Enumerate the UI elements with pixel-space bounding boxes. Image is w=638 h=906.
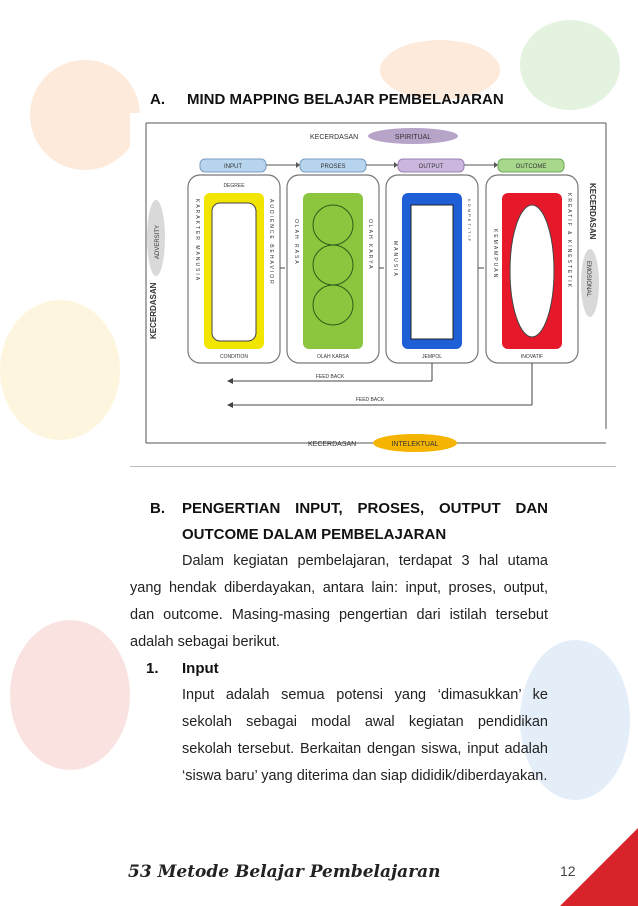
output-left-vertical: MANUSIA — [392, 241, 398, 278]
background-decoration — [10, 620, 130, 770]
section-b-letter: B. — [150, 500, 165, 517]
feedback-label-2: FEED BACK — [355, 397, 385, 403]
outcome-footer: INOVATIF — [520, 354, 544, 360]
input-degree-label: DEGREE — [223, 183, 245, 189]
mind-map-diagram — [130, 113, 614, 467]
proses-right-vertical: OLAH KARYA — [367, 219, 373, 271]
intro-paragraph: Dalam kegiatan pembelajaran, terdapat 3 hal utama yang hendak diberdayakan, antara lain: input, proses, output, dan outcome. Masing-masing pengertian dari istilah tersebut adalah sebagai berikut. — [130, 553, 548, 650]
input-right-vertical: AUDIENCE BEHAVIOR — [268, 199, 274, 286]
book-title: 53 Metode Belajar Pembelajaran — [128, 862, 441, 882]
right-kecerdasan-label: KECERDASAN — [588, 183, 597, 240]
section-a-title: MIND MAPPING BELAJAR PEMBELAJARAN — [187, 91, 504, 108]
background-decoration — [30, 60, 140, 170]
output-footer: JEMPOL — [421, 354, 443, 360]
emosional-badge: EMOSIONAL — [585, 261, 591, 297]
corner-accent — [560, 828, 638, 906]
adversity-badge: ADVERSITY — [155, 224, 161, 259]
item-1-title: Input — [182, 660, 219, 677]
background-decoration — [0, 300, 120, 440]
page-number: 12 — [560, 863, 576, 879]
section-a-letter: A. — [150, 91, 165, 108]
output-header: OUTPUT — [418, 164, 444, 170]
background-decoration — [520, 20, 620, 110]
spiritual-badge: SPIRITUAL — [394, 134, 432, 141]
bottom-kecerdasan-label: KECERDASAN — [308, 441, 357, 448]
left-kecerdasan-label: KECERDASAN — [149, 282, 158, 339]
output-right-vertical: KOMPETITIF — [467, 199, 472, 243]
top-kecerdasan-label: KECERDASAN — [310, 134, 359, 141]
outcome-left-vertical: KEMAMPUAN — [492, 229, 498, 280]
item-1-text: Input adalah semua potensi yang ‘dimasukkan’ ke sekolah sebagai modal awal kegiatan pendidikan sekolah tersebut. Berkaitan dengan siswa, input adalah ‘siswa baru’ yang diterima dan siap dididik/diberdayakan. — [182, 687, 548, 784]
input-footer: CONDITION — [219, 354, 249, 360]
outcome-header: OUTCOME — [515, 164, 547, 170]
section-divider — [130, 466, 616, 467]
section-b-title-line2: OUTCOME DALAM PEMBELAJARAN — [182, 526, 447, 543]
section-b-title-line1: PENGERTIAN INPUT, PROSES, OUTPUT DAN — [182, 500, 548, 517]
proses-left-vertical: OLAH RASA — [293, 219, 299, 266]
outcome-right-vertical: KREATIF & KINESTETIK — [566, 193, 572, 290]
intelektual-badge: INTELEKTUAL — [391, 441, 439, 448]
item-1-number: 1. — [146, 660, 159, 677]
input-header: INPUT — [224, 164, 242, 170]
feedback-label-1: FEED BACK — [315, 374, 345, 380]
proses-footer: OLAH KARSA — [317, 354, 349, 360]
proses-header: PROSES — [320, 164, 346, 170]
input-left-vertical: KARAKTER MANUSIA — [194, 199, 200, 283]
